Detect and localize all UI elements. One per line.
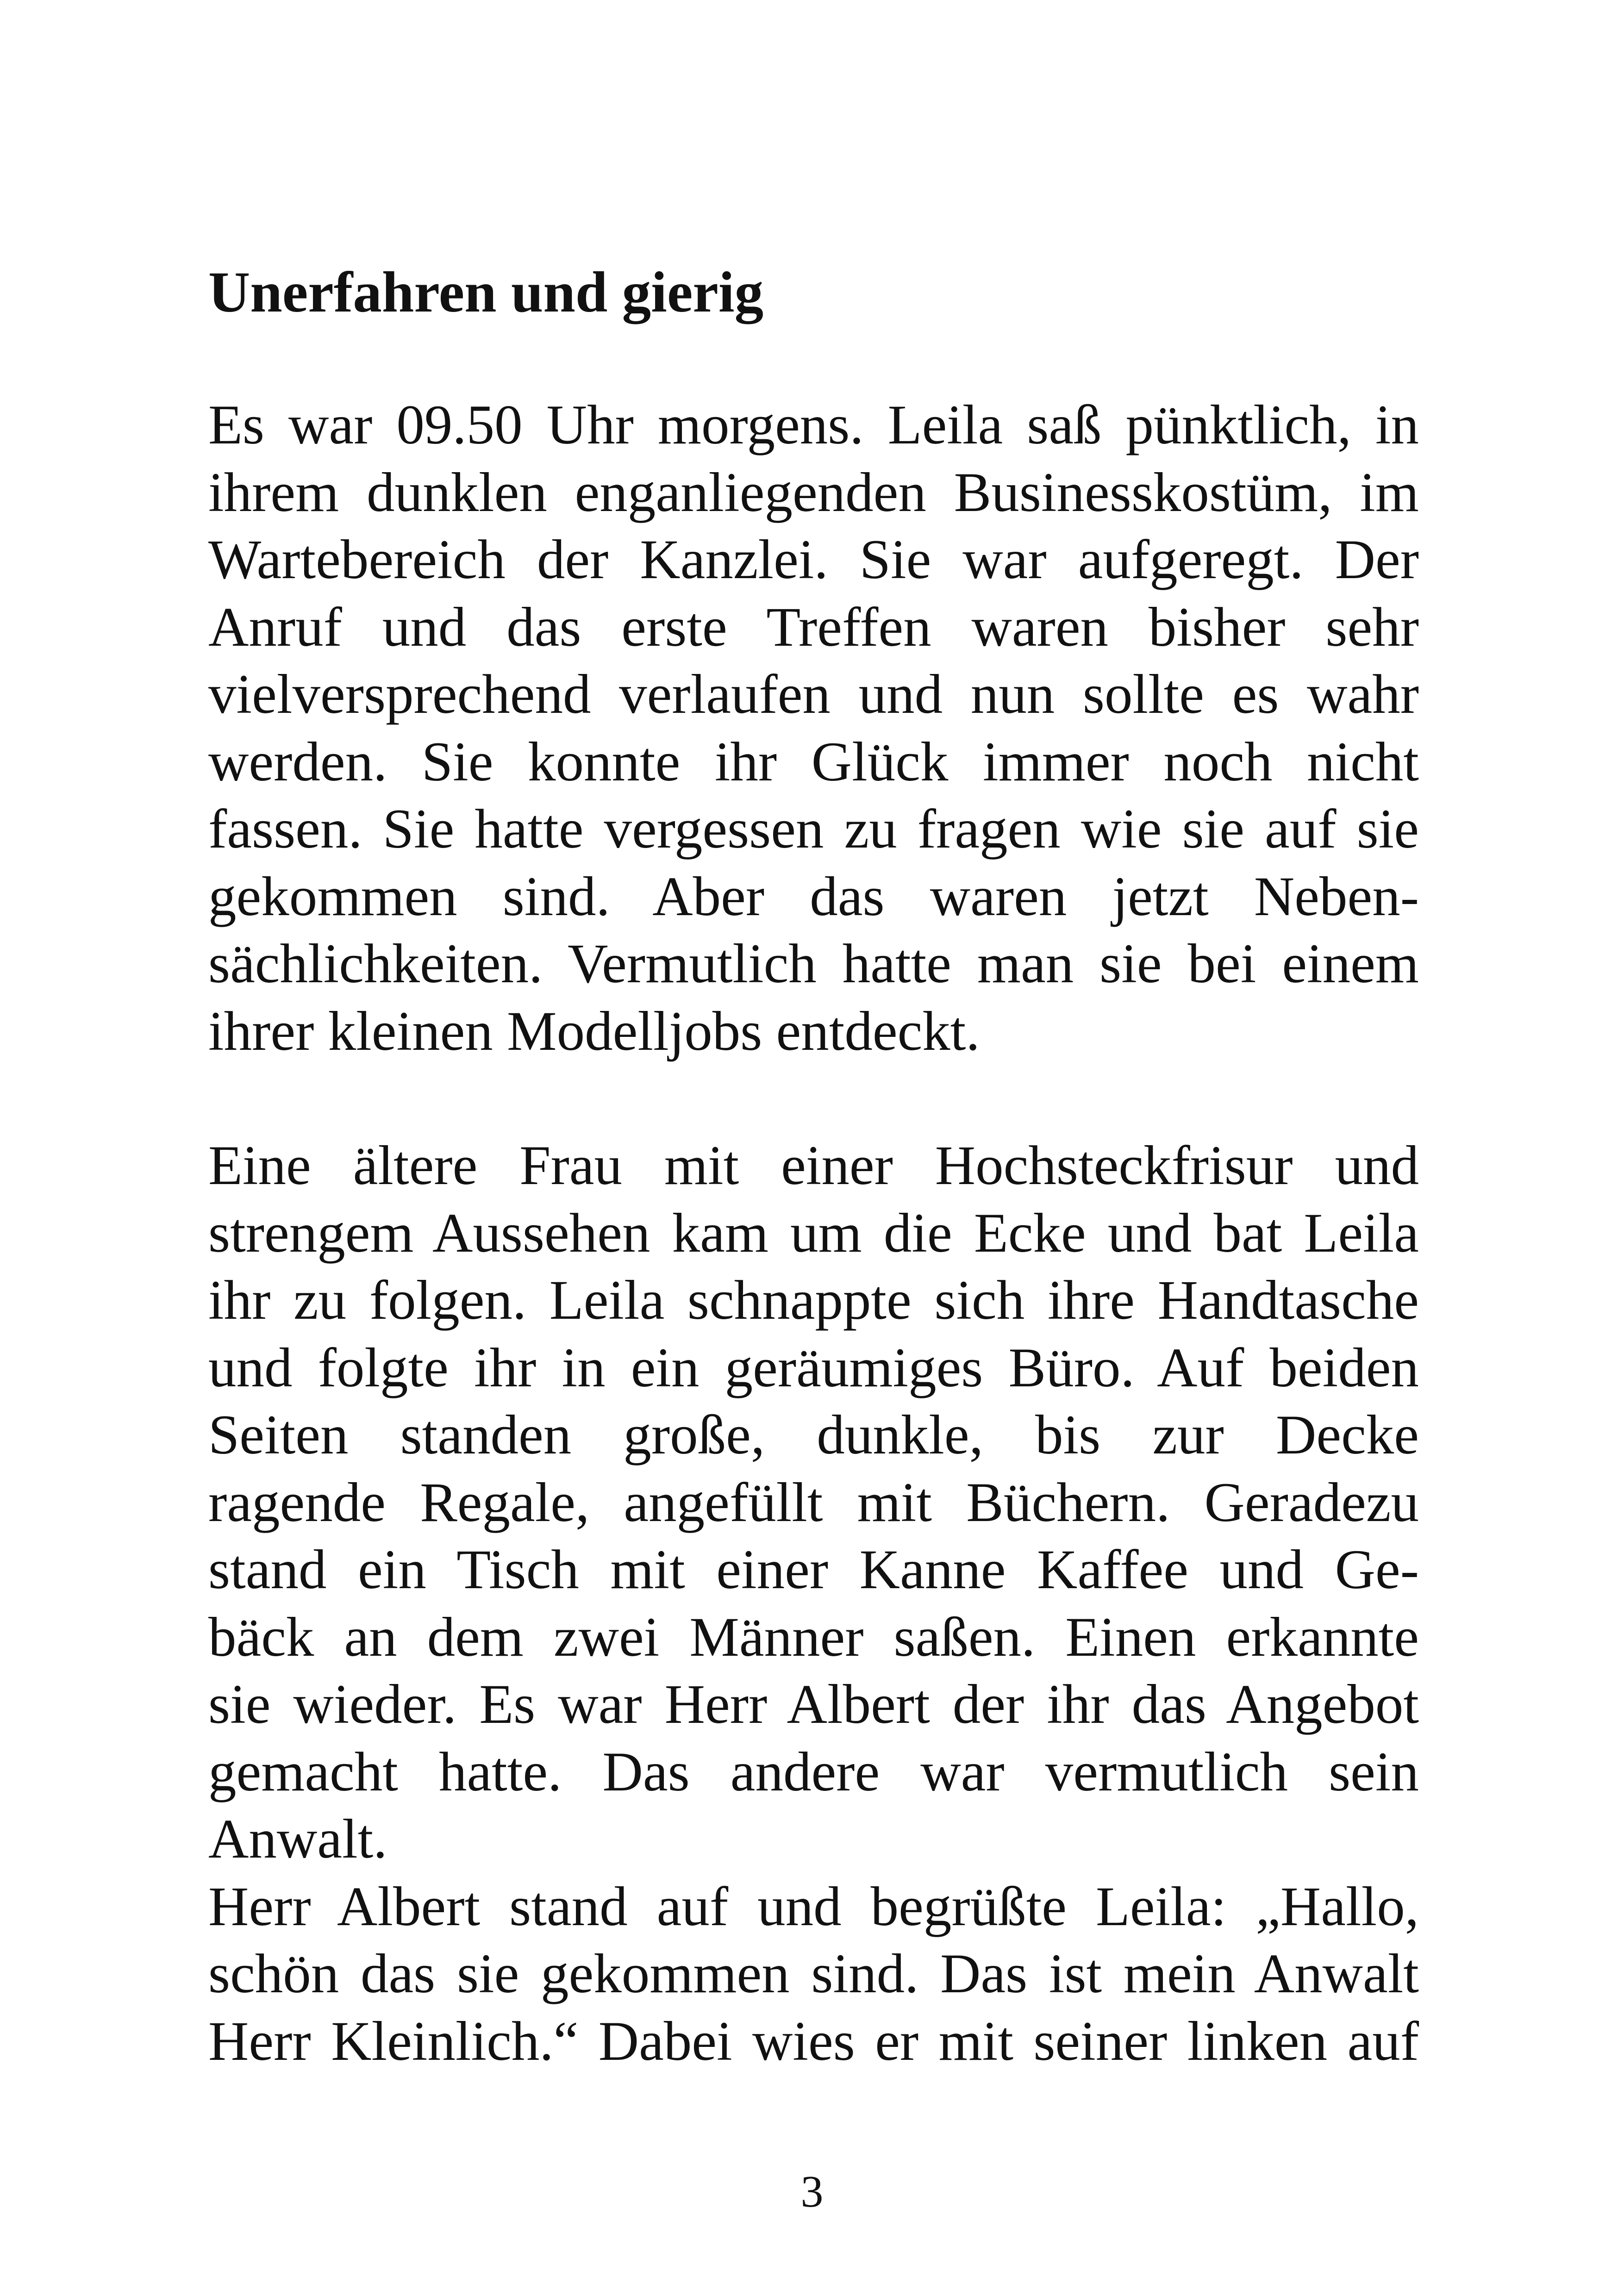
paragraph-2 [208, 1132, 1419, 1873]
text-line: Anwalt. [208, 1808, 387, 1870]
text-line: ihrem dunklen enganliegenden Businesskostüm, im [208, 461, 1419, 524]
text-line: sächlichkeiten. Vermutlich hatte man sie bei einem [208, 933, 1419, 995]
text-line: Herr Albert stand auf und begrüßte Leila: „Hallo, [208, 1875, 1419, 1938]
text-line: stand ein Tisch mit einer Kanne Kaffee und Ge- [208, 1539, 1419, 1601]
text-line: fassen. Sie hatte vergessen zu fragen wie sie auf sie [208, 798, 1419, 860]
text-line: Es war 09.50 Uhr morgens. Leila saß pünktlich, in [208, 394, 1419, 456]
page-number: 3 [800, 2167, 824, 2217]
text-line: Eine ältere Frau mit einer Hochsteckfrisur und [208, 1135, 1419, 1197]
text-line: Herr Kleinlich.“ Dabei wies er mit seiner linken auf [208, 2010, 1419, 2072]
text-line: strengem Aussehen kam um die Ecke und bat Leila [208, 1202, 1419, 1264]
text-line: ihr zu folgen. Leila schnappte sich ihre Handtasche [208, 1269, 1419, 1331]
text-line: und folgte ihr in ein geräumiges Büro. Auf beiden [208, 1336, 1419, 1399]
text-line: sie wieder. Es war Herr Albert der ihr das Angebot [208, 1673, 1419, 1735]
text-line: ihrer kleinen Modelljobs entdeckt. [208, 1000, 980, 1062]
text-line: bäck an dem zwei Männer saßen. Einen erkannte [208, 1606, 1419, 1668]
paragraph-1 [208, 392, 1419, 1065]
text-line: Wartebereich der Kanzlei. Sie war aufgeregt. Der [208, 529, 1419, 591]
text-line: schön das sie gekommen sind. Das ist mein Anwalt [208, 1943, 1419, 2005]
chapter-title: Unerfahren und gierig [208, 261, 764, 324]
text-line: ragende Regale, angefüllt mit Büchern. Geradezu [208, 1471, 1419, 1534]
paragraph-3 [208, 1873, 1419, 2076]
text-column [208, 259, 1419, 2075]
text-line: Seiten standen große, dunkle, bis zur Decke [208, 1404, 1419, 1466]
text-line: werden. Sie konnte ihr Glück immer noch nicht [208, 730, 1419, 793]
text-line: Anruf und das erste Treffen waren bisher sehr [208, 596, 1419, 658]
text-line: gemacht hatte. Das andere war vermutlich sein [208, 1740, 1419, 1803]
text-line: gekommen sind. Aber das waren jetzt Neben- [208, 865, 1419, 928]
text-line: vielversprechend verlaufen und nun sollte es wahr [208, 663, 1419, 725]
